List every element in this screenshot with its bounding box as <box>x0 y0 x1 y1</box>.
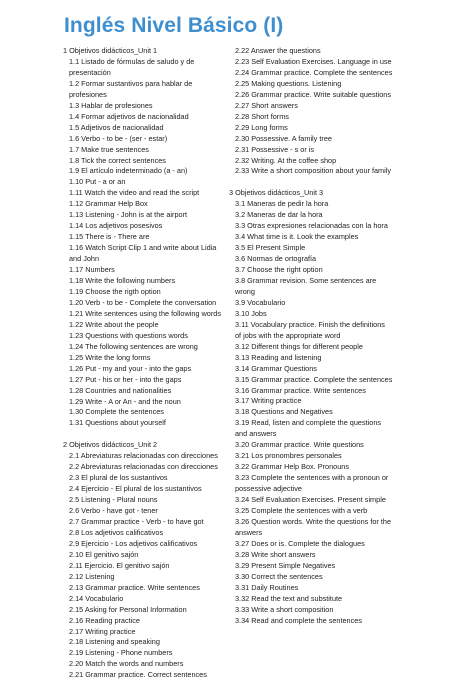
toc-entry: 3.30 Correct the sentences <box>235 571 323 581</box>
toc-entry: 3.34 Read and complete the sentences <box>235 615 362 625</box>
toc-entry: 2.21 Grammar practice. Correct sentences <box>69 670 207 680</box>
toc-entry: 3.19 Read, listen and complete the questions and answers <box>235 418 382 439</box>
toc-entry: 3.24 Self Evaluation Exercises. Present simple <box>235 495 386 505</box>
toc-entry: 3.7 Choose the right option <box>235 265 323 275</box>
toc-entry: 1.5 Adjetivos de nacionalidad <box>69 122 164 132</box>
toc-entry: 3.22 Grammar Help Box. Pronouns <box>235 462 349 472</box>
toc-entry: 2.32 Writing. At the coffee shop <box>235 155 337 165</box>
toc-entry: 2.6 Verbo - have got - tener <box>69 506 158 516</box>
toc-entry: 3.2 Maneras de dar la hora <box>235 210 323 220</box>
toc-entry: 1.12 Grammar Help Box <box>69 199 148 209</box>
toc-entry: 1.9 El artículo indeterminado (a - an) <box>69 166 188 176</box>
toc-entry: 2.10 El genitivo sajón <box>69 549 139 559</box>
toc-entry: 3.14 Grammar Questions <box>235 363 317 373</box>
toc-entry: 1.2 Formar sustantivos para hablar de profesiones <box>69 78 193 99</box>
toc-entry: 2.14 Vocabulario <box>69 593 124 603</box>
toc-entry: 1.14 Los adjetivos posesivos <box>69 221 163 231</box>
toc-entry: 1.28 Countries and nationalities <box>69 385 172 395</box>
toc-entry: 1.4 Formar adjetivos de nacionalidad <box>69 111 189 121</box>
toc-entry: 1.29 Write - A or An - and the noun <box>69 396 181 406</box>
toc-entry: 3.15 Grammar practice. Complete the sentences <box>235 374 393 384</box>
toc-entry: 1.6 Verbo - to be - (ser - estar) <box>69 133 168 143</box>
toc-entry: 1.21 Write sentences using the following words <box>69 308 221 318</box>
toc-entry: 2.29 Long forms <box>235 122 288 132</box>
toc-entry: 3.9 Vocabulario <box>235 297 286 307</box>
toc-entry: 3.20 Grammar practice. Write questions <box>235 440 364 450</box>
toc-entry: 2.1 Abreviaturas relacionadas con direcciones <box>69 451 218 461</box>
toc-entry: 3.8 Grammar revision. Some sentences are wrong <box>235 276 377 296</box>
toc-entry: 3.17 Writing practice <box>235 396 302 406</box>
toc-entry: 1.11 Watch the video and read the script <box>69 188 200 198</box>
toc-entry: 2.12 Listening <box>69 571 115 581</box>
toc-entry: 1.3 Hablar de profesiones <box>69 100 153 110</box>
toc-left-column <box>63 46 225 681</box>
toc-entry: 2.28 Short forms <box>235 111 289 121</box>
toc-entry: 3.21 Los pronombres personales <box>235 451 342 461</box>
toc-entry: 3.23 Complete the sentences with a pronoun or possessive adjective <box>235 473 389 494</box>
toc-entry: 2.22 Answer the questions <box>235 46 321 55</box>
section-spacer <box>63 429 225 440</box>
toc-entry: 1.20 Verb - to be - Complete the conversation <box>69 297 217 307</box>
toc-entry: 3.11 Vocabulary practice. Finish the definitions of jobs with the appropriate word <box>235 319 385 340</box>
toc-entry: 3.26 Question words. Write the questions for the answers <box>235 516 392 537</box>
toc-entry: 2.4 Ejercicio - El plural de los sustantivos <box>69 484 202 494</box>
toc-entry: 1.24 The following sentences are wrong <box>69 341 198 351</box>
toc-entry: 3.13 Reading and listening <box>235 352 322 362</box>
toc-entry: 2.5 Listening - Plural nouns <box>69 495 158 505</box>
toc-entry: 3.4 What time is it. Look the examples <box>235 232 359 242</box>
toc-section-heading: 2 Objetivos didácticos_Unit 2 <box>63 440 158 450</box>
toc-entry: 2.23 Self Evaluation Exercises. Language in use <box>235 56 392 66</box>
toc-entry: 2.24 Grammar practice. Complete the sentences <box>235 67 393 77</box>
toc-entry: 1.8 Tick the correct sentences <box>69 155 166 165</box>
toc-entry: 2.19 Listening - Phone numbers <box>69 648 173 658</box>
toc-entry: 1.19 Choose the rigth option <box>69 286 161 296</box>
toc-entry: 1.26 Put - my and your - into the gaps <box>69 363 192 373</box>
toc-entry: 3.12 Different things for different people <box>235 341 363 351</box>
toc-entry: 2.26 Grammar practice. Write suitable questions <box>235 89 392 99</box>
toc-entry: 2.15 Asking for Personal Information <box>69 604 187 614</box>
toc-entry: 1.7 Make true sentences <box>69 144 149 154</box>
toc-entry: 2.8 Los adjetivos calificativos <box>69 527 164 537</box>
toc-entry: 2.33 Write a short composition about your family <box>235 166 392 176</box>
toc-section-heading: 1 Objetivos didácticos_Unit 1 <box>63 46 158 55</box>
toc-entry: 3.33 Write a short composition <box>235 604 334 614</box>
toc-entry: 3.29 Present Simple Negatives <box>235 560 336 570</box>
section-spacer <box>229 177 393 188</box>
toc-entry: 1.13 Listening - John is at the airport <box>69 210 188 220</box>
toc-right-column <box>229 46 393 627</box>
toc-entry: 2.30 Possessive. A family tree <box>235 133 332 143</box>
toc-entry: 2.11 Ejercicio. El genitivo sajón <box>69 560 170 570</box>
toc-entry: 2.3 El plural de los sustantivos <box>69 473 168 483</box>
toc-entry: 1.30 Complete the sentences <box>69 407 164 417</box>
toc-entry: 2.7 Grammar practice - Verb - to have got <box>69 516 204 526</box>
toc-entry: 2.17 Writing practice <box>69 626 136 636</box>
toc-entry: 1.31 Questions about yourself <box>69 418 166 428</box>
toc-entry: 3.25 Complete the sentences with a verb <box>235 506 368 516</box>
toc-entry: 1.10 Put - a or an <box>69 177 126 187</box>
toc-entry: 3.6 Normas de ortografía <box>235 254 317 264</box>
toc-entry: 2.16 Reading practice <box>69 615 140 625</box>
page-title: Inglés Nivel Básico (I) <box>64 14 284 37</box>
toc-entry: 1.17 Numbers <box>69 265 115 275</box>
toc-entry: 2.2 Abreviaturas relacionadas con direcciones <box>69 462 218 472</box>
toc-entry: 2.31 Possessive - s or is <box>235 144 315 154</box>
toc-entry: 1.16 Watch Script Clip 1 and write about Lidia and John <box>69 243 217 264</box>
toc-entry: 3.32 Read the text and substitute <box>235 593 343 603</box>
toc-entry: 1.15 There is - There are <box>69 232 150 242</box>
toc-entry: 2.9 Ejercicio - Los adjetivos calificativos <box>69 538 198 548</box>
toc-entry: 2.13 Grammar practice. Write sentences <box>69 582 200 592</box>
toc-entry: 3.18 Questions and Negatives <box>235 407 333 417</box>
toc-entry: 3.31 Daily Routines <box>235 582 299 592</box>
toc-entry: 1.25 Write the long forms <box>69 352 151 362</box>
toc-entry: 1.1 Listado de fórmulas de saludo y de presentación <box>69 56 195 77</box>
toc-entry: 3.27 Does or is. Complete the dialogues <box>235 538 365 548</box>
toc-entry: 2.25 Making questions. Listening <box>235 78 342 88</box>
toc-entry: 2.18 Listening and speaking <box>69 637 160 647</box>
toc-entry: 1.23 Questions with questions words <box>69 330 188 340</box>
toc-entry: 2.20 Match the words and numbers <box>69 659 184 669</box>
toc-entry: 3.16 Grammar practice. Write sentences <box>235 385 366 395</box>
toc-entry: 3.3 Otras expresiones relacionadas con la hora <box>235 221 388 231</box>
toc-entry: 3.28 Write short answers <box>235 549 316 559</box>
toc-entry: 1.27 Put - his or her - into the gaps <box>69 374 182 384</box>
toc-entry: 2.27 Short answers <box>235 100 298 110</box>
toc-entry: 1.22 Write about the people <box>69 319 159 329</box>
toc-entry: 1.18 Write the following numbers <box>69 276 176 286</box>
toc-entry: 3.5 El Present Simple <box>235 243 306 253</box>
toc-section-heading: 3 Objetivos didácticos_Unit 3 <box>229 188 324 198</box>
toc-entry: 3.1 Maneras de pedir la hora <box>235 199 329 209</box>
toc-entry: 3.10 Jobs <box>235 308 267 318</box>
